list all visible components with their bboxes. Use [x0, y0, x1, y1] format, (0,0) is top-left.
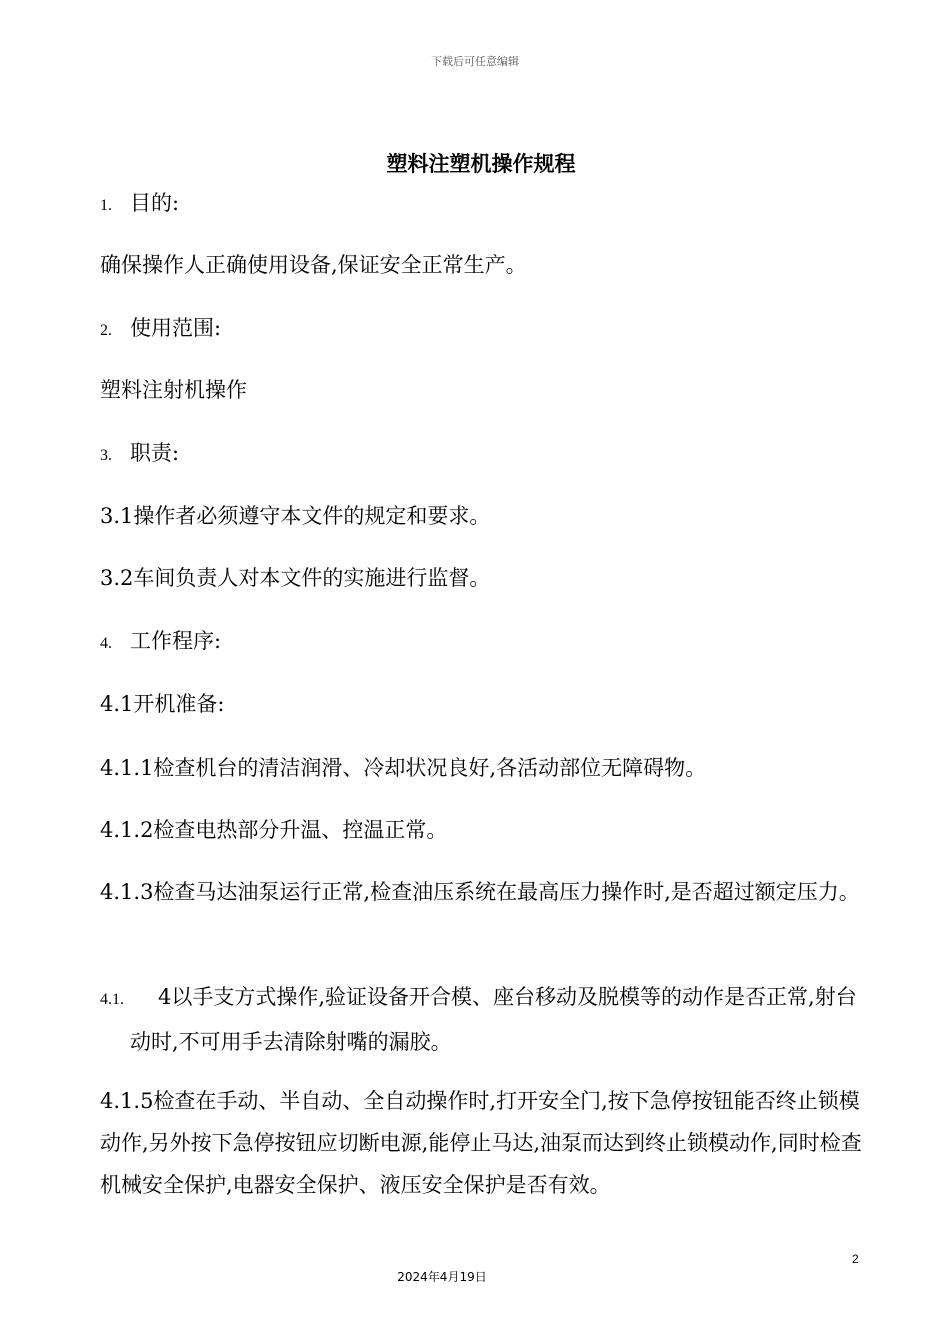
paragraph-duty-3-2: 3.2车间负责人对本文件的实施进行监督。	[100, 566, 491, 590]
section-number: 4.	[100, 635, 112, 652]
paragraph-duty-3-1: 3.1操作者必须遵守本文件的规定和要求。	[100, 504, 491, 528]
section-heading-text: 职责:	[130, 441, 180, 465]
section-heading-text: 使用范围:	[130, 316, 222, 340]
section-heading-procedure	[100, 620, 868, 665]
page-footer-date: 2024年4月19日	[397, 1270, 487, 1284]
section-heading-text: 工作程序:	[130, 629, 222, 653]
paragraph-4-1-5: 4.1.5检查在手动、半自动、全自动操作时,打开安全门,按下急停按钮能否终止锁模动作,另外按下急停按钮应切断电源,能停止马达,油泵而达到终止锁模动作,同时检查机械安全保护,电器安全保护、液压安全保护是否有效。	[100, 1089, 862, 1197]
section-heading-purpose	[100, 182, 868, 227]
paragraph-4-1-1: 4.1.1检查机台的清洁润滑、冷却状况良好,各活动部位无障碍物。	[100, 756, 707, 780]
section-number: 3.	[100, 447, 112, 464]
paragraph-text: 4以手支方式操作,验证设备开合模、座台移动及脱模等的动作是否正常,射台动时,不可用手去清除射嘴的漏胶。	[130, 985, 857, 1054]
section-heading-duties	[100, 432, 868, 477]
document-title: 塑料注塑机操作规程	[386, 152, 576, 176]
section-heading-scope	[100, 307, 868, 352]
page-header: 下载后可任意编辑	[431, 55, 519, 68]
paragraph-scope: 塑料注射机操作	[100, 378, 247, 402]
paragraph-purpose: 确保操作人正确使用设备,保证安全正常生产。	[100, 253, 527, 277]
section-number: 1.	[100, 197, 112, 214]
section-heading-text: 目的:	[130, 191, 180, 215]
section-number: 2.	[100, 322, 112, 339]
paragraph-4-1-4	[100, 976, 868, 1063]
paragraph-4-1: 4.1开机准备:	[100, 692, 225, 716]
page-number: 2	[852, 1252, 859, 1266]
paragraph-4-1-3: 4.1.3检查马达油泵运行正常,检查油压系统在最高压力操作时,是否超过额定压力。	[100, 880, 860, 904]
paragraph-4-1-2: 4.1.2检查电热部分升温、控温正常。	[100, 818, 448, 842]
section-number: 4.1.	[100, 991, 124, 1008]
